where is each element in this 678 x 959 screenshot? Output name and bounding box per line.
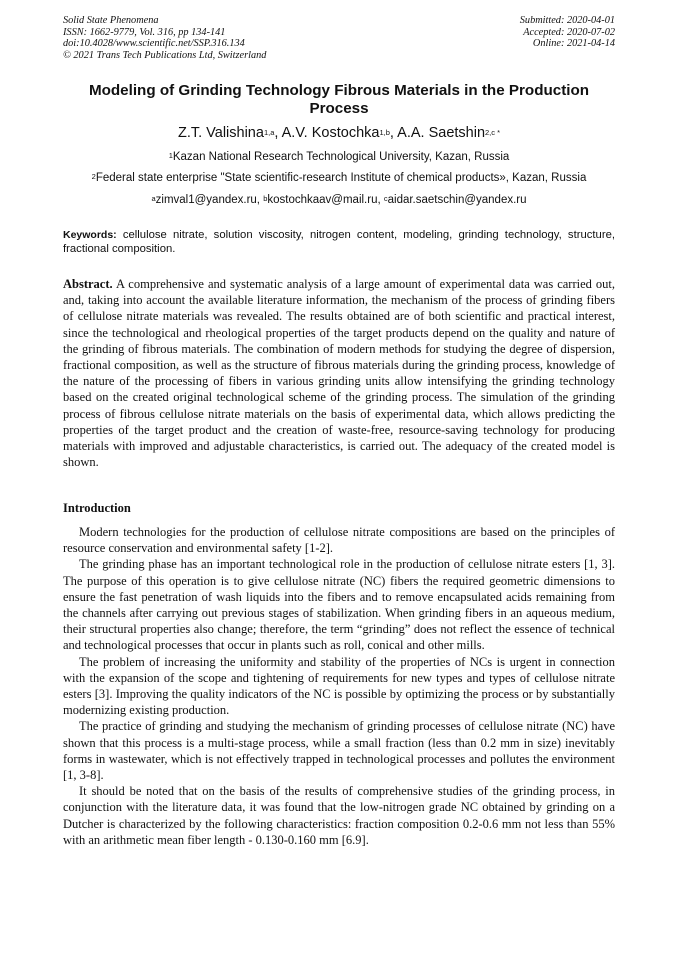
- abstract-label: Abstract.: [63, 277, 113, 291]
- abstract-text: A comprehensive and systematic analysis of a large amount of experimental data was carried out, and, taking into account the available literature information, the mechanism of the process of grinding fibers of cellulose nitrate materials was revealed. The results obtained are of both scientific and practical interest, since the technological and rheological properties of the target products depend on the quality and nature of the grinding of fibrous materials. The combination of modern methods for studying the degree of dispersion, fractional composition, as well as the structure of fibrous materials during the grinding process, knowledge of the nature of the processing of fibers in various grinding units allow intensifying the grinding technology based on the created original technological scheme of the grinding process. The simulation of the grinding process of fibrous cellulose nitrate materials on the basis of experimental data, which allows predicting the properties of the target product and the creation of waste-free, resource-saving technology for producing materials with improved and adjustable characteristics, is carried out. The adequacy of the created model is shown.: [63, 277, 615, 470]
- author-separator: ,: [389, 125, 398, 141]
- doi-line[interactable]: doi:10.4028/www.scientific.net/SSP.316.134: [63, 38, 245, 50]
- author-list: [63, 125, 615, 142]
- author-name: A.A. Saetshin: [397, 125, 486, 141]
- affiliation-sup: 2: [91, 172, 96, 181]
- affiliation-text: Kazan National Research Technological University, Kazan, Russia: [172, 151, 510, 163]
- accepted-date: Accepted: 2020-07-02: [523, 26, 615, 38]
- affiliation-sup: 1: [168, 151, 173, 160]
- online-date: Online: 2021-04-14: [532, 38, 615, 50]
- email-link[interactable]: zimval1@yandex.ru,: [155, 194, 264, 206]
- keywords-text: cellulose nitrate, solution viscosity, nitrogen content, modeling, grinding technology, structure, fractional composition.: [63, 229, 615, 255]
- author-name: A.V. Kostochka: [281, 125, 380, 141]
- author-name: Z.T. Valishina: [177, 125, 264, 141]
- journal-info: [63, 15, 266, 61]
- email-sup: a: [151, 194, 156, 203]
- keywords-section: [63, 229, 615, 256]
- affiliation-2: [63, 171, 615, 185]
- paragraph: Modern technologies for the production of cellulose nitrate compositions are based on the principles of resource conservation and environmental safety [1-2].: [63, 525, 615, 556]
- email-link[interactable]: aidar.saetschin@yandex.ru: [387, 194, 527, 206]
- author-affiliation-sup: 1,b: [379, 128, 390, 137]
- author-affiliation-sup: 2,c *: [485, 128, 501, 137]
- affiliation-1: [63, 150, 615, 164]
- email-sup: c: [383, 194, 388, 203]
- paragraph: The grinding phase has an important technological role in the production of cellulose nitrate esters [1, 3]. The purpose of this operation is to give cellulose nitrate (NC) fibers the required geometric dimensions to ensure the fast penetration of wash liquids into the fibers and to remove encapsulated acids remaining from the channels after carrying out previous stages of stabilization. When grinding fibers in an aqueous medium, their structural properties also change; therefore, the term “grinding” does not reflect the essence of technical and technological processes that occur in plants such as roll, conical and other mills.: [63, 557, 615, 653]
- author-affiliation-sup: 1,a: [263, 128, 275, 137]
- publication-dates: [520, 15, 615, 50]
- keywords-label: Keywords:: [63, 229, 117, 241]
- submitted-date: Submitted: 2020-04-01: [519, 15, 615, 26]
- abstract-section: [63, 276, 615, 470]
- paragraph: The practice of grinding and studying the mechanism of grinding processes of cellulose nitrate (NC) have shown that this process is a multi-stage process, while a small fraction (less than 0.2 mm in size) inevitably forms in wastewater, which is not effectively trapped in technological processes and pollutes the environment [1, 3-8].: [63, 719, 615, 783]
- paragraph: The problem of increasing the uniformity and stability of the properties of NCs is urgent in connection with the expansion of the scope and tightening of requirements for new types and types of cellulose nitrate esters [3]. Improving the quality indicators of the NC is possible by optimizing the process or by substantially modernizing existing production.: [63, 654, 615, 718]
- paper-title: Modeling of Grinding Technology Fibrous Materials in the Production Process: [88, 82, 590, 117]
- affiliation-text: Federal state enterprise "State scientific-research Institute of chemical products», Kazan, Russia: [95, 172, 587, 184]
- introduction-heading: Introduction: [63, 501, 131, 515]
- issn-line: ISSN: 1662-9779, Vol. 316, pp 134-141: [63, 26, 226, 38]
- email-link[interactable]: kostochkaav@mail.ru,: [267, 194, 384, 206]
- email-sup: b: [263, 194, 268, 203]
- paragraph: It should be noted that on the basis of the results of comprehensive studies of the grinding process, in conjunction with the literature data, it was found that the low-nitrogen grade NC obtained by grinding on a Dutcher is characterized by the following characteristics: fraction composition 0.2-0.6 mm not less than 55% with an arithmetic mean fiber length - 0.130-0.160 mm [6.9].: [63, 784, 615, 847]
- email-list: [63, 193, 615, 207]
- author-separator: ,: [274, 125, 282, 141]
- copyright-line: © 2021 Trans Tech Publications Ltd, Switzerland: [63, 49, 267, 61]
- journal-name: Solid State Phenomena: [63, 15, 159, 26]
- introduction-body: [63, 524, 615, 848]
